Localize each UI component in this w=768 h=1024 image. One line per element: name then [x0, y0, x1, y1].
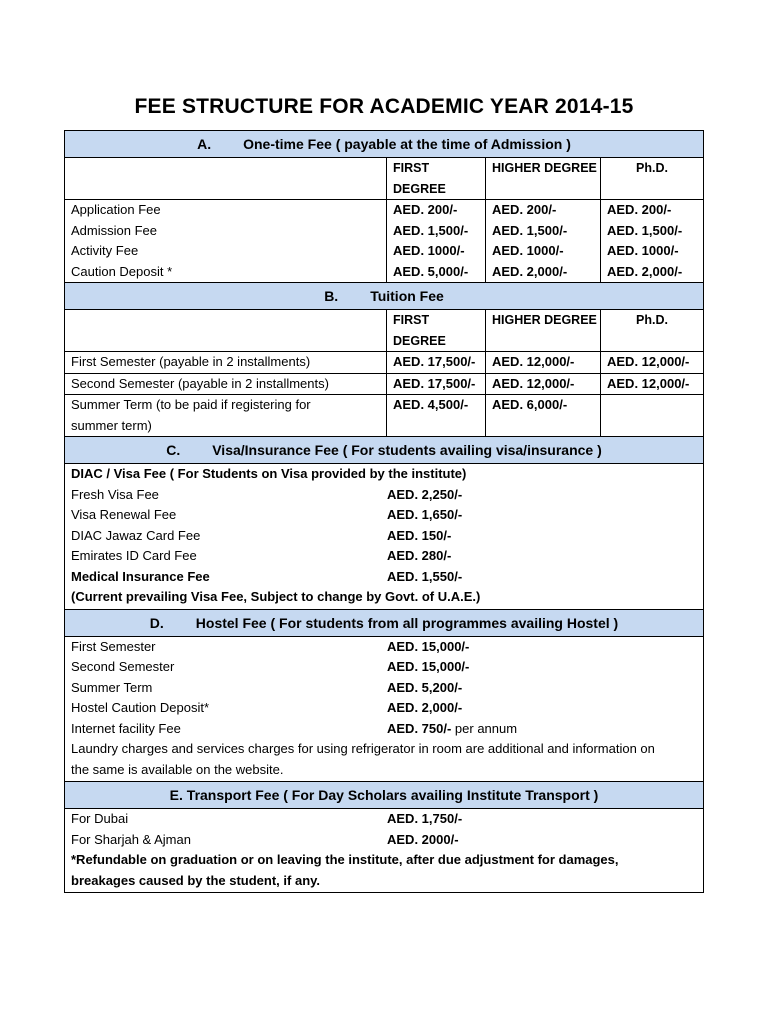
section-c-header [65, 437, 703, 464]
first-degree-value: AED. 5,000/- [387, 262, 486, 283]
item-label: Visa Renewal Fee [71, 507, 177, 522]
section-a-letter: A. [197, 136, 212, 152]
row-label: Caution Deposit * [65, 262, 387, 283]
section-b-title: Tuition Fee [370, 288, 444, 304]
list-item [65, 485, 703, 506]
list-item [65, 809, 703, 830]
list-item [65, 678, 703, 699]
item-value: AED. 2000/- [387, 831, 459, 847]
phd-value: AED. 1,500/- [607, 222, 683, 238]
item-label: For Sharjah & Ajman [71, 831, 191, 847]
column-header-phd: Ph.D. [636, 313, 668, 327]
first-degree-value: AED. 1000/- [387, 241, 486, 262]
fee-table [64, 130, 704, 893]
phd-value: AED. 12,000/- [607, 354, 690, 369]
list-item [65, 505, 703, 526]
higher-degree-value: AED. 200/- [486, 200, 601, 221]
table-row [65, 374, 703, 396]
phd-value: AED. 2,000/- [607, 263, 683, 279]
visa-subheading: DIAC / Visa Fee ( For Students on Visa provided by the institute) [71, 466, 467, 481]
first-degree-value: AED. 17,500/- [387, 374, 486, 395]
refund-note-line: *Refundable on graduation or on leaving the institute, after due adjustment for damages, [71, 852, 619, 867]
item-label: Emirates ID Card Fee [71, 548, 197, 563]
item-label: Medical Insurance Fee [71, 568, 210, 584]
section-d-header [65, 610, 703, 637]
first-degree-value: AED. 1,500/- [387, 221, 486, 242]
list-item [65, 830, 703, 851]
section-c-body [65, 464, 703, 610]
first-degree-value: AED. 17,500/- [387, 352, 486, 373]
list-item [65, 526, 703, 547]
column-header-higher-degree: HIGHER DEGREE [486, 158, 601, 199]
section-a-grid [65, 158, 703, 283]
item-value: AED. 15,000/- [387, 638, 470, 654]
higher-degree-value: AED. 1000/- [486, 241, 601, 262]
phd-value: AED. 1000/- [607, 243, 679, 258]
item-value: AED. 150/- [387, 527, 452, 543]
table-row [65, 262, 703, 283]
row-label: Application Fee [65, 200, 387, 221]
column-header-first-degree: FIRST DEGREE [387, 158, 486, 199]
list-item [65, 567, 703, 588]
table-row [65, 241, 703, 262]
item-value: AED. 750/- [387, 720, 452, 736]
column-header-row [65, 310, 703, 352]
first-degree-value: AED. 4,500/- [387, 395, 486, 436]
item-label: Fresh Visa Fee [71, 486, 159, 502]
section-c-letter: C. [166, 442, 181, 458]
item-value: AED. 15,000/- [387, 659, 470, 674]
list-item [65, 546, 703, 567]
section-a-header [65, 131, 703, 158]
item-value: AED. 280/- [387, 548, 452, 563]
section-a-title: One-time Fee ( payable at the time of Admission ) [243, 136, 571, 152]
section-d-title: Hostel Fee ( For students from all programmes availing Hostel ) [195, 614, 619, 631]
row-label: First Semester (payable in 2 installments) [65, 352, 387, 373]
row-label-line: Summer Term (to be paid if registering for [71, 397, 311, 412]
higher-degree-value: AED. 6,000/- [486, 395, 601, 436]
item-label: Hostel Caution Deposit* [71, 700, 210, 715]
section-e-body [65, 809, 703, 892]
section-b-header [65, 283, 703, 310]
section-e-header [65, 782, 703, 809]
list-item [65, 719, 703, 740]
item-label: Second Semester [71, 659, 175, 674]
visa-note: (Current prevailing Visa Fee, Subject to change by Govt. of U.A.E.) [71, 589, 481, 604]
section-b-grid [65, 310, 703, 437]
item-value: AED. 2,000/- [387, 700, 463, 715]
list-item [65, 698, 703, 719]
higher-degree-value: AED. 1,500/- [486, 221, 601, 242]
item-label: Internet facility Fee [71, 720, 181, 736]
list-item [65, 657, 703, 678]
first-degree-value: AED. 200/- [387, 200, 486, 221]
item-label: For Dubai [71, 811, 129, 826]
hostel-note-line: Laundry charges and services charges for using refrigerator in room are additional and information on [71, 741, 655, 756]
column-header-higher-degree: HIGHER DEGREE [486, 310, 601, 351]
table-row [65, 352, 703, 374]
row-label: Admission Fee [65, 221, 387, 242]
item-value: AED. 1,650/- [387, 507, 463, 522]
section-c-title: Visa/Insurance Fee ( For students availing visa/insurance ) [212, 442, 602, 458]
row-label: Second Semester (payable in 2 installments) [65, 374, 387, 395]
item-label: First Semester [71, 638, 156, 654]
item-label: Summer Term [71, 679, 153, 695]
hostel-note-line: the same is available on the website. [71, 761, 284, 777]
higher-degree-value: AED. 2,000/- [486, 262, 601, 283]
item-value: AED. 5,200/- [387, 679, 463, 695]
item-value: AED. 2,250/- [387, 486, 463, 502]
column-header-first-degree: FIRST DEGREE [387, 310, 486, 351]
item-value: AED. 1,750/- [387, 811, 463, 826]
phd-value: AED. 200/- [607, 202, 672, 217]
higher-degree-value: AED. 12,000/- [486, 374, 601, 395]
row-label: Activity Fee [65, 241, 387, 262]
item-value: AED. 1,550/- [387, 568, 463, 584]
item-value-group [387, 719, 517, 740]
section-e-title: E. Transport Fee ( For Day Scholars availing Institute Transport ) [169, 787, 599, 803]
column-header-row [65, 158, 703, 200]
table-row [65, 395, 703, 436]
phd-value: AED. 12,000/- [607, 375, 690, 391]
item-suffix: per annum [451, 720, 518, 736]
row-label [65, 395, 387, 436]
section-d-letter: D. [149, 614, 164, 631]
section-d-body [65, 637, 703, 783]
phd-value [601, 395, 703, 436]
list-item [65, 637, 703, 658]
row-label-line: summer term) [71, 417, 152, 433]
table-row [65, 200, 703, 221]
higher-degree-value: AED. 12,000/- [486, 352, 601, 373]
page-title: FEE STRUCTURE FOR ACADEMIC YEAR 2014-15 [134, 95, 634, 118]
refund-note-line: breakages caused by the student, if any. [71, 872, 321, 888]
table-row [65, 221, 703, 242]
column-header-phd: Ph.D. [636, 161, 668, 175]
item-label: DIAC Jawaz Card Fee [71, 527, 201, 543]
section-b-letter: B. [324, 288, 339, 304]
